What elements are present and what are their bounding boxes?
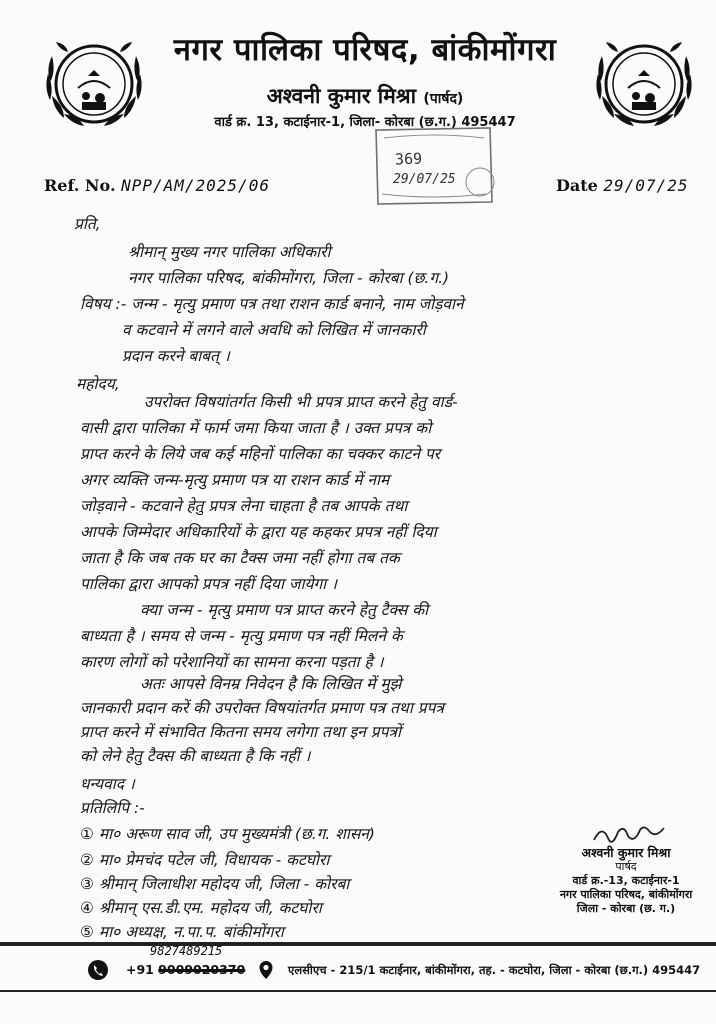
phone-prefix: +91 (126, 962, 154, 977)
municipal-emblem-left-icon (38, 28, 150, 140)
body-line: जानकारी प्रदान करें की उपरोक्त विषयांतर्गत प्रमाण पत्र तथा प्रपत्र (80, 699, 444, 717)
body-line: श्रीमान् मुख्य नगर पालिका अधिकारी (128, 243, 331, 261)
body-line: व कटवाने में लगने वाले अवधि को लिखित में जानकारी (122, 321, 426, 339)
reference-number (44, 176, 270, 195)
phone-handwritten: 9827489215 (150, 944, 223, 958)
body-line: विषय :- जन्म - मृत्यु प्रमाण पत्र तथा राशन कार्ड बनाने, नाम जोड़वाने (80, 295, 464, 313)
received-stamp-icon (368, 124, 498, 206)
reference-label: Ref. No. (44, 176, 116, 195)
signatory-ward: वार्ड क्र.-13, कटाईनार-1 (572, 874, 680, 887)
body-line: जोड़वाने - कटवाने हेतु प्रपत्र लेना चाहता है तब आपके तथा (80, 497, 408, 515)
letterhead-name (150, 82, 580, 110)
date-value: 29/07/25 (603, 176, 689, 195)
copy-list-item: ③ श्रीमान् जिलाधीश महोदय जी, जिला - कोरबा (80, 875, 350, 893)
body-line: धन्यवाद । (80, 775, 135, 793)
footer-divider-bottom (0, 990, 716, 992)
signatory-office: नगर पालिका परिषद, बांकीमोंगरा (559, 888, 693, 901)
letterhead-address: वार्ड क्र. 13, कटाईनार-1, जिला- कोरबा (छ.ग.) 495447 (214, 115, 516, 130)
letterhead-person: अश्वनी कुमार मिश्रा (266, 84, 417, 108)
body-line: प्रति, (74, 215, 101, 233)
signatory-name: अश्वनी कुमार मिश्रा (581, 845, 671, 860)
body-line: उपरोक्त विषयांतर्गत किसी भी प्रपत्र प्राप्त करने हेतु वार्ड- (144, 393, 458, 411)
phone-icon (88, 960, 108, 980)
body-line: पालिका द्वारा आपको प्रपत्र नहीं दिया जायेगा । (80, 575, 337, 593)
phone-struck: 9009020370 (158, 962, 246, 977)
footer-divider-top (0, 942, 716, 946)
body-line: प्रदान करने बाबत् । (122, 347, 230, 365)
letterhead-title: नगर पालिका परिषद, बांकीमोंगरा (173, 32, 557, 68)
signatory-role: पार्षद (615, 860, 637, 873)
phone-number (126, 962, 245, 977)
stamp-number: 369 (394, 149, 423, 169)
body-line: क्या जन्म - मृत्यु प्रमाण पत्र प्राप्त करने हेतु टैक्स की (140, 601, 429, 619)
body-line: प्राप्त करने के लिये जब कई महिनों पालिका का चक्कर काटने पर (80, 445, 441, 463)
body-line: महोदय, (76, 375, 120, 393)
signature-block (556, 846, 696, 916)
body-line: जाता है कि जब तक घर का टैक्स जमा नहीं होगा तब तक (80, 549, 400, 567)
footer-address: एलसीएच - 215/1 कटाईनार, बांकीमोंगरा, तह. - कटघोरा, जिला - कोरबा (छ.ग.) 495447 (288, 963, 701, 977)
body-line: वासी द्वारा पालिका में फार्म जमा किया जाता है । उक्त प्रपत्र को (80, 419, 432, 437)
stamp-date: 29/07/25 (393, 172, 456, 187)
letter-date (556, 176, 688, 195)
reference-value: NPP/AM/2025/06 (121, 176, 270, 195)
body-line: अतः आपसे विनम्र निवेदन है कि लिखित में मुझे (140, 675, 402, 693)
body-line: को लेने हेतु टैक्स की बाध्यता है कि नहीं । (80, 747, 311, 765)
copy-list-item: ② मा० प्रेमचंद पटेल जी, विधायक - कटघोरा (80, 851, 330, 869)
location-pin-icon (256, 960, 276, 980)
body-line: बाध्यता है । समय से जन्म - मृत्यु प्रमाण पत्र नहीं मिलने के (80, 627, 403, 645)
body-line: अगर व्यक्ति जन्म-मृत्यु प्रमाण पत्र या राशन कार्ड में नाम (80, 471, 390, 489)
body-line: नगर पालिका परिषद, बांकीमोंगरा, जिला - कोरबा (छ.ग.) (128, 269, 450, 287)
signatory-district: जिला - कोरबा (छ. ग.) (576, 902, 676, 915)
letterhead-role: (पार्षद) (423, 91, 464, 107)
body-line: कारण लोगों को परेशानियों का सामना करना पड़ता है । (80, 653, 384, 671)
body-line: आपके जिम्मेदार अधिकारियों के द्वारा यह कहकर प्रपत्र नहीं दिया (80, 523, 437, 541)
body-line: प्रतिलिपि :- (80, 799, 145, 817)
date-label: Date (556, 176, 598, 195)
copy-list-item: ① मा० अरूण साव जी, उप मुख्यमंत्री (छ.ग. शासन) (80, 825, 375, 843)
copy-list-item: ⑤ मा० अध्यक्ष, न.पा.प. बांकीमोंगरा (80, 923, 284, 941)
body-line: प्राप्त करने में संभावित कितना समय लगेगा तथा इन प्रपत्रों (80, 723, 402, 741)
municipal-emblem-right-icon (588, 28, 700, 140)
copy-list-item: ④ श्रीमान् एस.डी.एम. महोदय जी, कटघोरा (80, 899, 322, 917)
